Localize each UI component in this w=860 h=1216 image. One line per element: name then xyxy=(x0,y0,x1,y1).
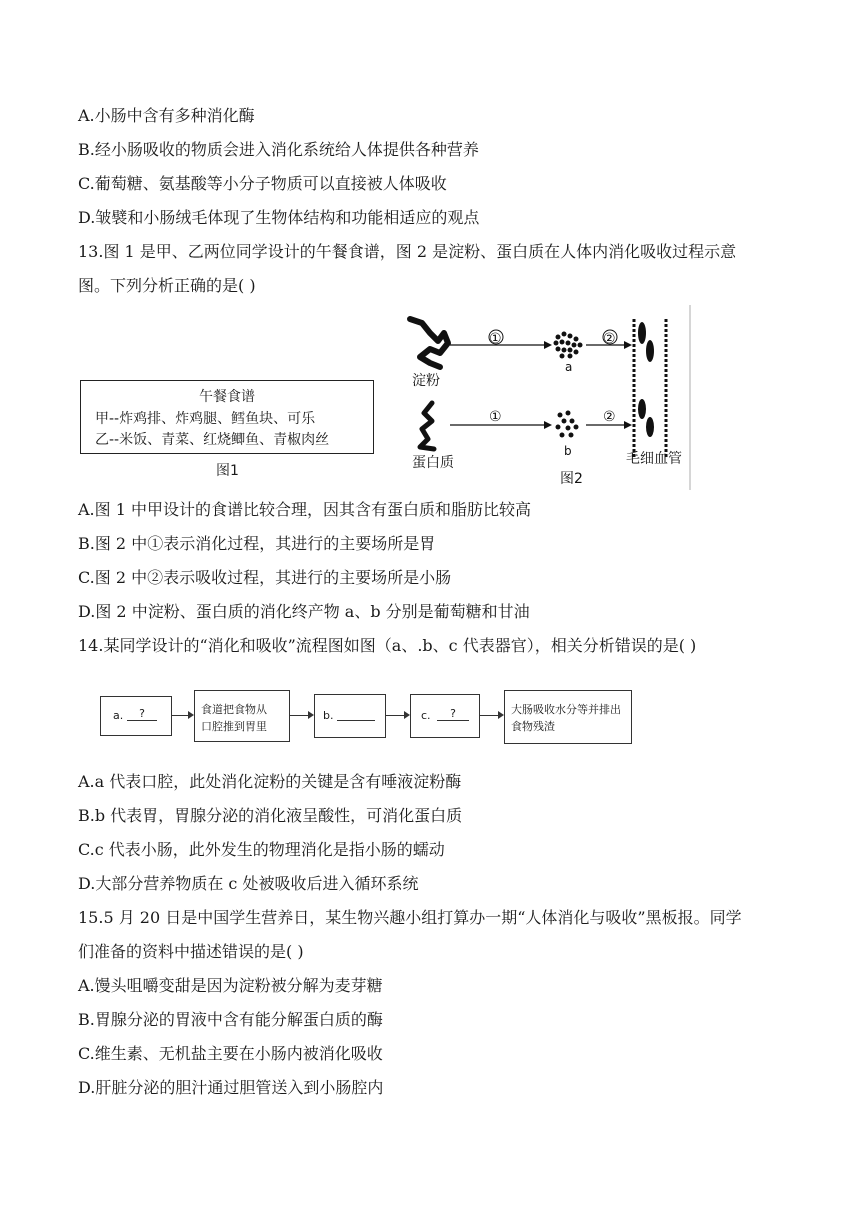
product-b-label: b xyxy=(564,444,572,458)
product-b-icon xyxy=(556,411,579,438)
flow-box-esophagus-line2: 口腔推到胃里 xyxy=(201,720,267,733)
step2-label-top: ② xyxy=(603,331,616,347)
flow-box-b-blank xyxy=(337,707,375,721)
step1-label-top: ① xyxy=(489,331,502,347)
flow-box-large-intestine-line2: 食物残渣 xyxy=(511,720,555,733)
q15-stem-line2: 们准备的资料中描述错误的是( ) xyxy=(78,942,304,961)
q13-figure2 xyxy=(400,305,700,490)
flow-box-b-letter: b. xyxy=(323,709,334,722)
figure1-caption: 图1 xyxy=(216,463,239,479)
q15-option-c: C.维生素、无机盐主要在小肠内被消化吸收 xyxy=(78,1044,383,1063)
q14-flowchart xyxy=(100,690,640,748)
flow-arrow-3 xyxy=(386,715,406,716)
figure1-menu-jia: 甲--炸鸡排、炸鸡腿、鳕鱼块、可乐 xyxy=(95,411,316,427)
flow-box-a xyxy=(100,696,172,736)
q14-stem: 14.某同学设计的“消化和吸收”流程图如图（a、.b、c 代表器官），相关分析错误的是( ) xyxy=(78,636,697,655)
flow-box-esophagus-line1: 食道把食物从 xyxy=(201,703,267,716)
q13-option-b: B.图 2 中①表示消化过程，其进行的主要场所是胃 xyxy=(78,534,436,553)
q15-option-a: A.馒头咀嚼变甜是因为淀粉被分解为麦芽糖 xyxy=(78,976,383,995)
flow-box-large-intestine-line1: 大肠吸收水分等并排出 xyxy=(511,703,621,716)
q12-option-d: D.皱襞和小肠绒毛体现了生物体结构和功能相适应的观点 xyxy=(78,208,480,227)
q14-option-a: A.a 代表口腔，此处消化淀粉的关键是含有唾液淀粉酶 xyxy=(78,772,462,791)
product-a-icon xyxy=(554,332,583,359)
q13-stem-line1: 13.图 1 是甲、乙两位同学设计的午餐食谱，图 2 是淀粉、蛋白质在人体内消化吸收过程示意 xyxy=(78,242,737,261)
q15-option-b: B.胃腺分泌的胃液中含有能分解蛋白质的酶 xyxy=(78,1010,383,1029)
q13-stem-line2: 图。下列分析正确的是( ) xyxy=(78,276,256,295)
q13-option-c: C.图 2 中②表示吸收过程，其进行的主要场所是小肠 xyxy=(78,568,452,587)
product-a-label: a xyxy=(565,360,573,374)
step1-label-bottom: ① xyxy=(489,409,502,425)
flow-box-esophagus xyxy=(194,690,290,742)
starch-label: 淀粉 xyxy=(412,373,440,389)
flow-box-b xyxy=(314,694,386,738)
q12-option-b: B.经小肠吸收的物质会进入消化系统给人体提供各种营养 xyxy=(78,140,479,159)
starch-chain-icon xyxy=(410,319,448,367)
step2-label-bottom: ② xyxy=(603,409,616,425)
q14-option-c: C.c 代表小肠，此外发生的物理消化是指小肠的蠕动 xyxy=(78,840,445,859)
flow-box-a-letter: a. xyxy=(113,709,124,722)
flow-box-c-blank: ? xyxy=(437,707,469,721)
q13-option-a: A.图 1 中甲设计的食谱比较合理，因其含有蛋白质和脂肪比较高 xyxy=(78,500,531,519)
flow-box-c-letter: c. xyxy=(421,709,431,722)
figure1-title: 午餐食谱 xyxy=(199,389,255,405)
flow-arrow-2 xyxy=(290,715,310,716)
q12-option-c: C.葡萄糖、氨基酸等小分子物质可以直接被人体吸收 xyxy=(78,174,447,193)
q14-option-d: D.大部分营养物质在 c 处被吸收后进入循环系统 xyxy=(78,874,419,893)
q12-option-a: A.小肠中含有多种消化酶 xyxy=(78,106,255,125)
flow-box-a-blank: ? xyxy=(127,707,157,721)
flow-box-large-intestine xyxy=(504,690,632,744)
flow-box-c xyxy=(410,694,480,738)
q14-option-b: B.b 代表胃，胃腺分泌的消化液呈酸性，可消化蛋白质 xyxy=(78,806,463,825)
capillary-label: 毛细血管 xyxy=(626,451,682,467)
q13-option-d: D.图 2 中淀粉、蛋白质的消化终产物 a、b 分别是葡萄糖和甘油 xyxy=(78,602,530,621)
q13-figure1 xyxy=(80,380,374,454)
q15-option-d: D.肝脏分泌的胆汁通过胆管送入到小肠腔内 xyxy=(78,1078,384,1097)
figure2-caption: 图2 xyxy=(560,471,583,487)
q15-stem-line1: 15.5 月 20 日是中国学生营养日，某生物兴趣小组打算办一期“人体消化与吸收”黑板报。同学 xyxy=(78,908,742,927)
flow-arrow-4 xyxy=(480,715,500,716)
protein-label: 蛋白质 xyxy=(412,455,454,471)
figure1-menu-yi: 乙--米饭、青菜、红烧鲫鱼、青椒肉丝 xyxy=(95,432,330,448)
protein-chain-icon xyxy=(420,403,434,449)
